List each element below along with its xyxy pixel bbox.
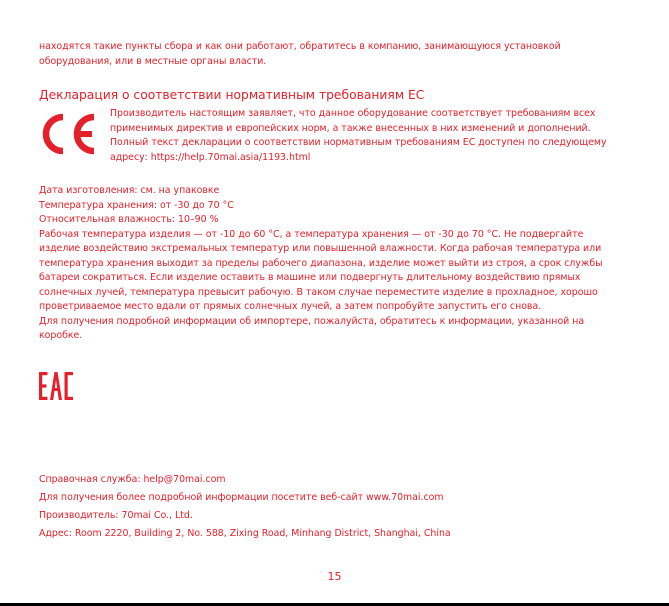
spec-line: Дата изготовления: см. на упаковке — [39, 185, 220, 196]
spec-line: солнечных лучей, температура превысит рабочую. В таком случае переместите изделие в прохладное, хорошо — [39, 286, 598, 298]
spec-line: Для получения подробной информации об импортере, пожалуйста, обратитесь к информации, указанной на — [39, 315, 585, 327]
address-info: Адрес: Room 2220, Building 2, No. 588, Zixing Road, Minhang District, Shanghai, China — [39, 528, 451, 540]
eac-mark-icon — [39, 372, 73, 400]
declaration-line: Полный текст декларации о соответствии нормативным требованиям ЕС доступен по следующему — [110, 137, 607, 148]
page-number: 15 — [327, 570, 342, 583]
ce-mark-icon — [39, 113, 99, 155]
spec-line: проветриваемое место вдали от прямых солнечных лучей, а затем попробуйте запустить его снова. — [39, 301, 542, 312]
spec-line: Рабочая температура изделия — от -10 до 60 °С, а температура хранения — от -30 до 70 °С. Не подвергайте — [39, 228, 584, 240]
declaration-line: Производитель настоящим заявляет, что данное оборудование соответствует требованиям всех — [110, 108, 596, 119]
intro-paragraph — [39, 40, 561, 69]
specs-paragraph — [39, 184, 603, 344]
spec-line: изделие воздействию экстремальных температур или повышенной влажности. Когда рабочая температура или — [39, 243, 602, 254]
declaration-heading: Декларация о соответствии нормативным требованиям ЕС — [39, 88, 425, 102]
spec-line: Относительная влажность: 10–90 % — [39, 214, 219, 225]
website-info[interactable]: Для получения более подробной информации посетите веб-сайт www.70mai.com — [39, 492, 444, 504]
spec-line: батареи сократиться. Если изделие оставить в машине или подвергнуть длительному воздействию прямых — [39, 272, 581, 283]
declaration-link-line[interactable]: адресу: https://help.70mai.asia/1193.html — [110, 151, 311, 163]
declaration-line: применимых директив и европейских норм, а также внесенных в них изменений и дополнений. — [110, 122, 591, 134]
contacts-block — [39, 471, 451, 543]
declaration-paragraph — [110, 107, 607, 165]
intro-line: оборудования, или в местные органы власти. — [39, 55, 267, 67]
spec-line: температура хранения выходит за пределы рабочего диапазона, изделие может выйти из строя, а срок службы — [39, 257, 603, 269]
manufacturer-info: Производитель: 70mai Co., Ltd. — [39, 510, 193, 522]
spec-line: Температура хранения: от -30 до 70 °С — [39, 199, 234, 211]
spec-line: коробке. — [39, 330, 83, 341]
support-contact[interactable]: Справочная служба: help@70mai.com — [39, 474, 226, 485]
intro-line: находятся такие пункты сбора и как они работают, обратитесь в компанию, занимающуюся установкой — [39, 41, 561, 52]
